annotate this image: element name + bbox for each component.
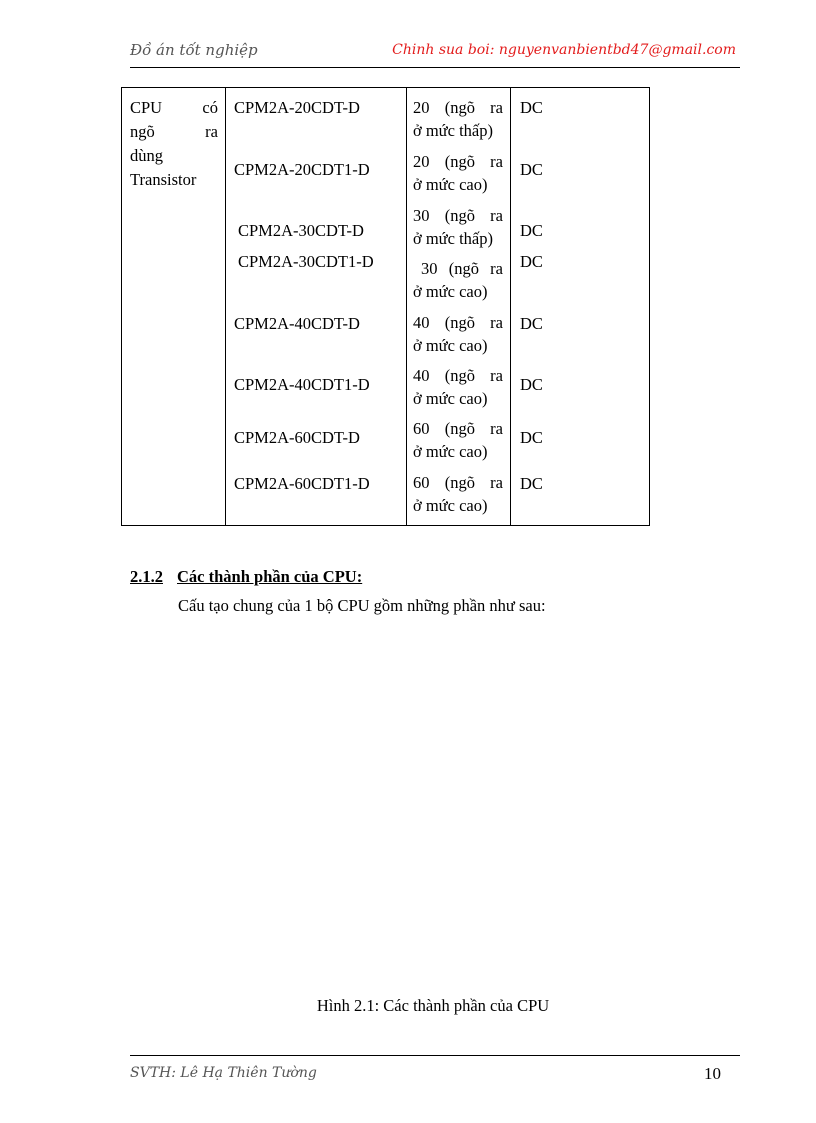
figure-caption: Hình 2.1: Các thành phần của CPU bbox=[316, 996, 550, 1015]
model-cell: CPM2A-20CDT1-D bbox=[234, 160, 370, 179]
model-cell: CPM2A-40CDT1-D bbox=[234, 375, 370, 394]
header-editor-note: Chinh sua boi: nguyenvanbientbd47@gmail.com bbox=[392, 42, 736, 58]
power-cell: DC bbox=[520, 252, 543, 271]
outputs-line: 40 (ngõ ra bbox=[413, 313, 503, 332]
outputs-line: 20 (ngõ ra bbox=[413, 152, 503, 171]
model-cell: CPM2A-60CDT1-D bbox=[234, 474, 370, 493]
outputs-line: 30 (ngõ ra bbox=[421, 259, 503, 278]
outputs-line: ở mức cao) bbox=[413, 282, 488, 301]
outputs-cell bbox=[413, 257, 503, 303]
category-line: dùng bbox=[130, 146, 163, 165]
power-cell: DC bbox=[520, 375, 543, 394]
outputs-line: ở mức thấp) bbox=[413, 121, 493, 140]
footer-author: SVTH: Lê Hạ Thiên Tường bbox=[130, 1065, 317, 1081]
outputs-line: 40 (ngõ ra bbox=[413, 366, 503, 385]
power-cell: DC bbox=[520, 98, 543, 117]
outputs-line: 20 (ngõ ra bbox=[413, 98, 503, 117]
model-cell: CPM2A-60CDT-D bbox=[234, 428, 360, 447]
model-cell: CPM2A-30CDT1-D bbox=[238, 252, 374, 271]
power-cell: DC bbox=[520, 428, 543, 447]
outputs-cell bbox=[413, 96, 503, 142]
power-cell: DC bbox=[520, 221, 543, 240]
power-cell: DC bbox=[520, 160, 543, 179]
model-cell: CPM2A-40CDT-D bbox=[234, 314, 360, 333]
section-title: Các thành phần của CPU: bbox=[177, 567, 363, 586]
outputs-cell bbox=[413, 471, 503, 517]
outputs-line: ở mức thấp) bbox=[413, 229, 493, 248]
header-divider bbox=[130, 67, 740, 68]
cpu-spec-table bbox=[121, 87, 650, 526]
header-title: Đồ án tốt nghiệp bbox=[130, 41, 258, 59]
power-cell: DC bbox=[520, 314, 543, 333]
outputs-line: 30 (ngõ ra bbox=[413, 206, 503, 225]
power-cell: DC bbox=[520, 474, 543, 493]
outputs-line: 60 (ngõ ra bbox=[413, 419, 503, 438]
outputs-line: ở mức cao) bbox=[413, 442, 488, 461]
outputs-line: ở mức cao) bbox=[413, 496, 488, 515]
category-line: Transistor bbox=[130, 170, 197, 189]
footer-divider bbox=[130, 1055, 740, 1056]
outputs-cell bbox=[413, 150, 503, 196]
outputs-line: ở mức cao) bbox=[413, 175, 488, 194]
section-heading bbox=[130, 567, 362, 587]
outputs-cell bbox=[413, 204, 503, 250]
table-column-divider bbox=[406, 88, 407, 525]
outputs-line: 60 (ngõ ra bbox=[413, 473, 503, 492]
table-column-divider bbox=[510, 88, 511, 525]
model-cell: CPM2A-30CDT-D bbox=[238, 221, 364, 240]
outputs-cell bbox=[413, 364, 503, 410]
outputs-cell bbox=[413, 311, 503, 357]
table-column-divider bbox=[225, 88, 226, 525]
category-line: CPU có bbox=[130, 98, 218, 117]
section-number: 2.1.2 bbox=[130, 567, 163, 586]
model-cell: CPM2A-20CDT-D bbox=[234, 98, 360, 117]
category-line: ngõ ra bbox=[130, 122, 218, 141]
outputs-cell bbox=[413, 417, 503, 463]
figure-placeholder bbox=[130, 630, 740, 980]
outputs-line: ở mức cao) bbox=[413, 336, 488, 355]
outputs-line: ở mức cao) bbox=[413, 389, 488, 408]
page-number: 10 bbox=[704, 1064, 721, 1083]
section-body: Cấu tạo chung của 1 bộ CPU gồm những phần như sau: bbox=[178, 596, 546, 615]
